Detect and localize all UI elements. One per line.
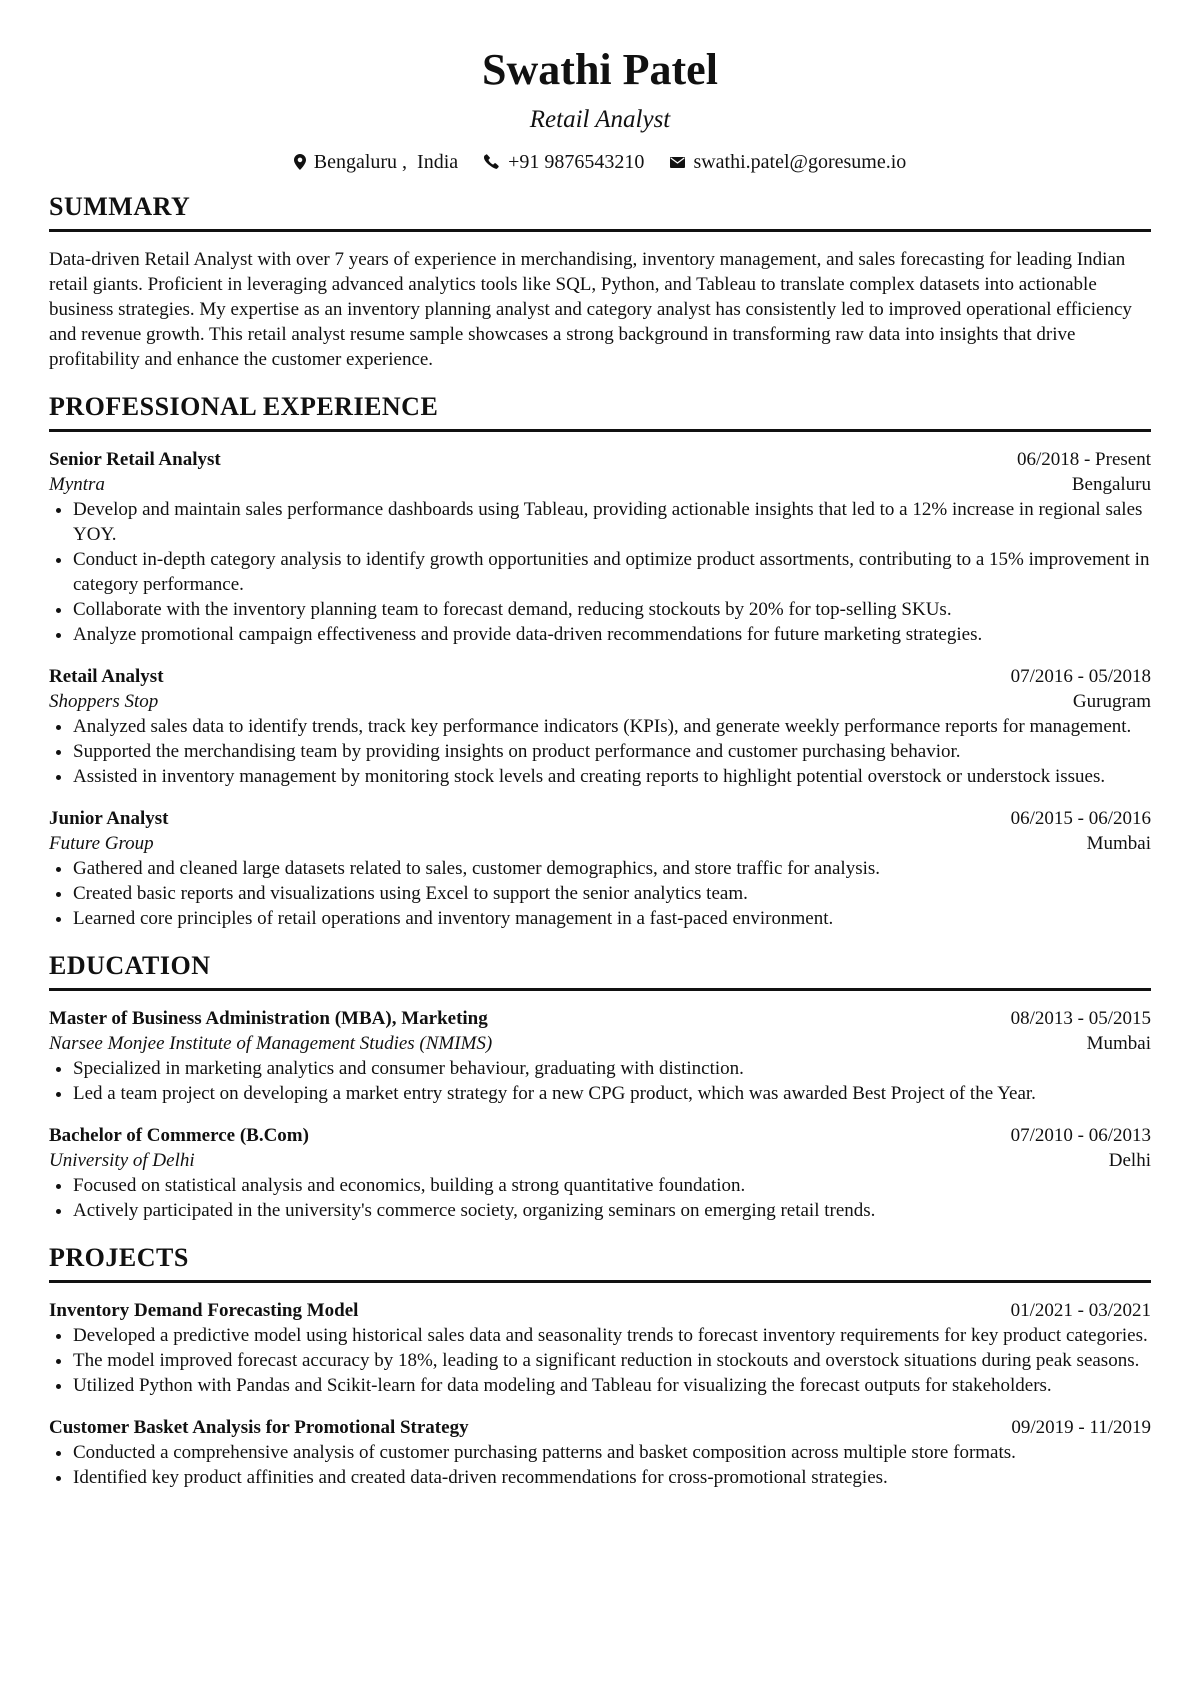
bullet-list bbox=[49, 856, 1151, 931]
company-name: Myntra bbox=[49, 474, 105, 495]
bullet-item: • Conduct in-depth category analysis to identify growth opportunities and optimize product assortments, contributing to a 15% improvement in category performance. bbox=[73, 547, 1151, 597]
bullet-item: • Developed a predictive model using historical sales data and seasonality trends to forecast inventory requirements for key product categories. bbox=[73, 1323, 1151, 1348]
bullet-item: • Learned core principles of retail operations and inventory management in a fast-paced environment. bbox=[73, 906, 1151, 931]
degree-title: Bachelor of Commerce (B.Com) bbox=[49, 1125, 309, 1146]
education-dates: 08/2013 - 05/2015 bbox=[1010, 1008, 1151, 1029]
institution-name: University of Delhi bbox=[49, 1150, 195, 1171]
entry-header-row bbox=[49, 806, 1151, 831]
contact-email[interactable] bbox=[670, 148, 906, 176]
contact-location bbox=[294, 148, 458, 176]
experience-entry bbox=[49, 806, 1151, 931]
education-section bbox=[49, 949, 1151, 1223]
bullet-item: • Identified key product affinities and created data-driven recommendations for cross-promotional strategies. bbox=[73, 1465, 1151, 1490]
bullet-item: • Specialized in marketing analytics and consumer behaviour, graduating with distinction. bbox=[73, 1056, 1151, 1081]
bullet-item: • Gathered and cleaned large datasets related to sales, customer demographics, and store traffic for analysis. bbox=[73, 856, 1151, 881]
location-text: Bengaluru , India bbox=[313, 151, 459, 173]
entry-sub-row bbox=[49, 472, 1151, 497]
project-dates: 09/2019 - 11/2019 bbox=[1011, 1417, 1151, 1438]
phone-text: +91 9876543210 bbox=[508, 151, 645, 173]
degree-title: Master of Business Administration (MBA), Marketing bbox=[49, 1008, 488, 1029]
entry-sub-row bbox=[49, 1148, 1151, 1173]
map-pin-icon bbox=[294, 154, 306, 170]
entry-header-row bbox=[49, 664, 1151, 689]
education-entry bbox=[49, 1123, 1151, 1223]
bullet-item: • The model improved forecast accuracy by 18%, leading to a significant reduction in stockouts and overstock situations during peak seasons. bbox=[73, 1348, 1151, 1373]
summary-body bbox=[49, 232, 1151, 372]
bullet-list bbox=[49, 1440, 1151, 1490]
company-name: Future Group bbox=[49, 833, 154, 854]
job-location: Bengaluru bbox=[1071, 474, 1151, 495]
bullet-item: • Collaborate with the inventory planning team to forecast demand, reducing stockouts by 20% for top-selling SKUs. bbox=[73, 597, 1151, 622]
education-body bbox=[49, 991, 1151, 1223]
entry-header-row bbox=[49, 1006, 1151, 1031]
institution-location: Mumbai bbox=[1086, 1033, 1151, 1054]
bullet-item: • Utilized Python with Pandas and Scikit-learn for data modeling and Tableau for visualizing the forecast outputs for stakeholders. bbox=[73, 1373, 1151, 1398]
job-title: Junior Analyst bbox=[49, 808, 169, 829]
entry-sub-row bbox=[49, 831, 1151, 856]
summary-text: Data-driven Retail Analyst with over 7 years of experience in merchandising, inventory management, and sales forecasting for leading Indian retail giants. Proficient in leveraging advanced analytics tools like SQL, Python, and Tableau to translate complex datasets into actionable business strategies. My expertise as an inventory planning analyst and category analyst has consistently led to improved operational efficiency and revenue growth. This retail analyst resume sample showcases a strong background in transforming raw data into insights that drive profitability and enhance the customer experience. bbox=[49, 249, 1132, 370]
bullet-list bbox=[49, 1173, 1151, 1223]
entry-sub-row bbox=[49, 689, 1151, 714]
project-title: Customer Basket Analysis for Promotional Strategy bbox=[49, 1417, 469, 1438]
project-entry bbox=[49, 1415, 1151, 1490]
project-entry bbox=[49, 1298, 1151, 1398]
projects-section bbox=[49, 1241, 1151, 1490]
bullet-list bbox=[49, 714, 1151, 789]
project-title: Inventory Demand Forecasting Model bbox=[49, 1300, 359, 1321]
institution-location: Delhi bbox=[1108, 1150, 1151, 1171]
resume-header bbox=[49, 40, 1151, 176]
bullet-item: • Assisted in inventory management by monitoring stock levels and creating reports to highlight potential overstock or understock issues. bbox=[73, 764, 1151, 789]
job-dates: 06/2015 - 06/2016 bbox=[1010, 808, 1151, 829]
entry-header-row bbox=[49, 1123, 1151, 1148]
summary-heading: SUMMARY bbox=[49, 190, 1151, 232]
job-dates: 06/2018 - Present bbox=[1016, 449, 1151, 470]
job-location: Mumbai bbox=[1086, 833, 1151, 854]
job-title: Retail Analyst bbox=[49, 666, 164, 687]
bullet-item: • Analyzed sales data to identify trends, track key performance indicators (KPIs), and generate weekly performance reports for management. bbox=[73, 714, 1151, 739]
candidate-role: Retail Analyst bbox=[529, 106, 671, 133]
institution-name: Narsee Monjee Institute of Management Studies (NMIMS) bbox=[49, 1033, 493, 1054]
bullet-item: • Actively participated in the university's commerce society, organizing seminars on emerging retail trends. bbox=[73, 1198, 1151, 1223]
projects-heading: PROJECTS bbox=[49, 1241, 1151, 1283]
bullet-list bbox=[49, 1056, 1151, 1106]
summary-section bbox=[49, 190, 1151, 372]
bullet-item: • Conducted a comprehensive analysis of customer purchasing patterns and basket composition across multiple store formats. bbox=[73, 1440, 1151, 1465]
experience-heading: PROFESSIONAL EXPERIENCE bbox=[49, 390, 1151, 432]
job-location: Gurugram bbox=[1072, 691, 1151, 712]
entry-sub-row bbox=[49, 1031, 1151, 1056]
education-heading: EDUCATION bbox=[49, 949, 1151, 991]
job-title: Senior Retail Analyst bbox=[49, 449, 221, 470]
bullet-item: • Supported the merchandising team by providing insights on product performance and customer purchasing behavior. bbox=[73, 739, 1151, 764]
candidate-name: Swathi Patel bbox=[482, 45, 718, 94]
company-name: Shoppers Stop bbox=[49, 691, 159, 712]
experience-entry bbox=[49, 664, 1151, 789]
bullet-list bbox=[49, 1323, 1151, 1398]
envelope-icon bbox=[670, 157, 685, 168]
experience-body bbox=[49, 432, 1151, 931]
education-entry bbox=[49, 1006, 1151, 1106]
email-text: swathi.patel@goresume.io bbox=[693, 151, 907, 173]
phone-icon bbox=[484, 154, 500, 170]
bullet-item: • Led a team project on developing a market entry strategy for a new CPG product, which was awarded Best Project of the Year. bbox=[73, 1081, 1151, 1106]
entry-header-row bbox=[49, 447, 1151, 472]
bullet-item: • Develop and maintain sales performance dashboards using Tableau, providing actionable insights that led to a 12% increase in regional sales YOY. bbox=[73, 497, 1151, 547]
job-dates: 07/2016 - 05/2018 bbox=[1010, 666, 1151, 687]
experience-section bbox=[49, 390, 1151, 931]
education-dates: 07/2010 - 06/2013 bbox=[1010, 1125, 1151, 1146]
bullet-item: • Focused on statistical analysis and economics, building a strong quantitative foundation. bbox=[73, 1173, 1151, 1198]
contact-phone[interactable] bbox=[484, 148, 644, 176]
contact-bar bbox=[49, 148, 1151, 176]
experience-entry bbox=[49, 447, 1151, 647]
bullet-item: • Created basic reports and visualizations using Excel to support the senior analytics team. bbox=[73, 881, 1151, 906]
bullet-item: • Analyze promotional campaign effectiveness and provide data-driven recommendations for future marketing strategies. bbox=[73, 622, 1151, 647]
entry-header-row bbox=[49, 1415, 1151, 1440]
projects-body bbox=[49, 1283, 1151, 1490]
project-dates: 01/2021 - 03/2021 bbox=[1010, 1300, 1151, 1321]
bullet-list bbox=[49, 497, 1151, 647]
entry-header-row bbox=[49, 1298, 1151, 1323]
